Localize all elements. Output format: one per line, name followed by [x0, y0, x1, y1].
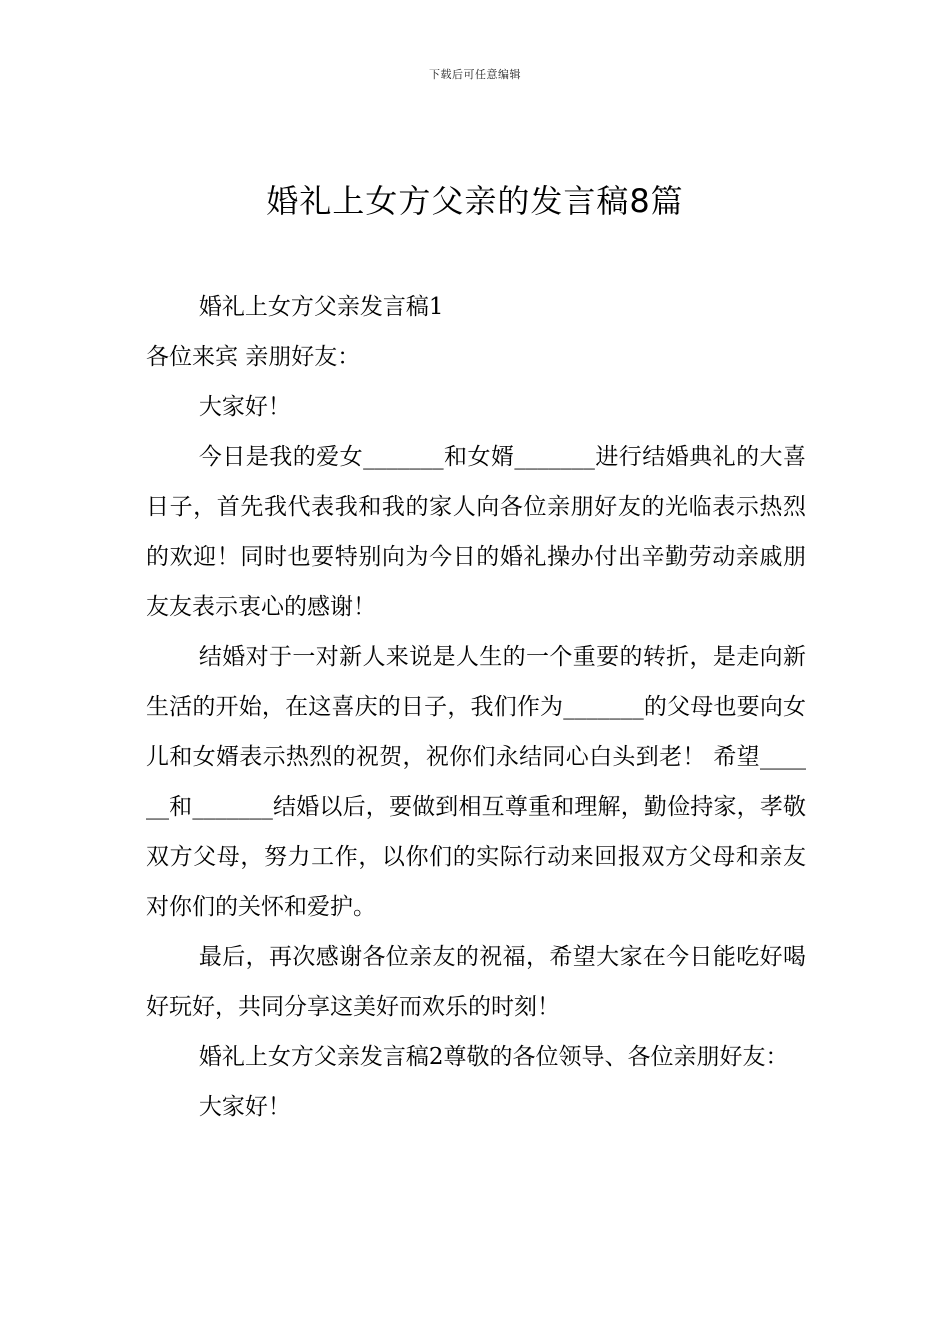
greeting-2: 大家好！ — [198, 1094, 291, 1120]
section-heading-2: 婚礼上女方父亲发言稿2尊敬的各位领导、各位亲朋好友： — [198, 1044, 789, 1070]
paragraph-closing: 最后，再次感谢各位亲友的祝福，希望大家在今日能吃好喝好玩好，共同分享这美好而欢乐的时刻！ — [146, 944, 806, 1020]
document-title: 婚礼上女方父亲的发言稿8篇 — [266, 182, 684, 220]
section-heading-1: 婚礼上女方父亲发言稿1 — [198, 294, 444, 320]
header-note: 下载后可任意编辑 — [429, 68, 521, 81]
document-body — [146, 282, 806, 1132]
paragraph-marriage: 结婚对于一对新人来说是人生的一个重要的转折，是走向新生活的开始，在这喜庆的日子，我们作为_______的父母也要向女儿和女婿表示热烈的祝贺，祝你们永结同心白头到老！ 希望______和_______结婚以后，要做到相互尊重和理解，勤俭持家，孝敬双方父母，努力工作，以你们的实际行动来回报双方父母和亲友对你们的关怀和爱护。 — [146, 644, 806, 920]
greeting: 大家好！ — [198, 394, 291, 420]
salutation: 各位来宾 亲朋好友： — [146, 344, 361, 370]
paragraph-welcome: 今日是我的爱女_______和女婿_______进行结婚典礼的大喜日子，首先我代表我和我的家人向各位亲朋好友的光临表示热烈的欢迎！同时也要特别向为今日的婚礼操办付出辛勤劳动亲戚朋友友表示衷心的感谢！ — [146, 444, 806, 620]
